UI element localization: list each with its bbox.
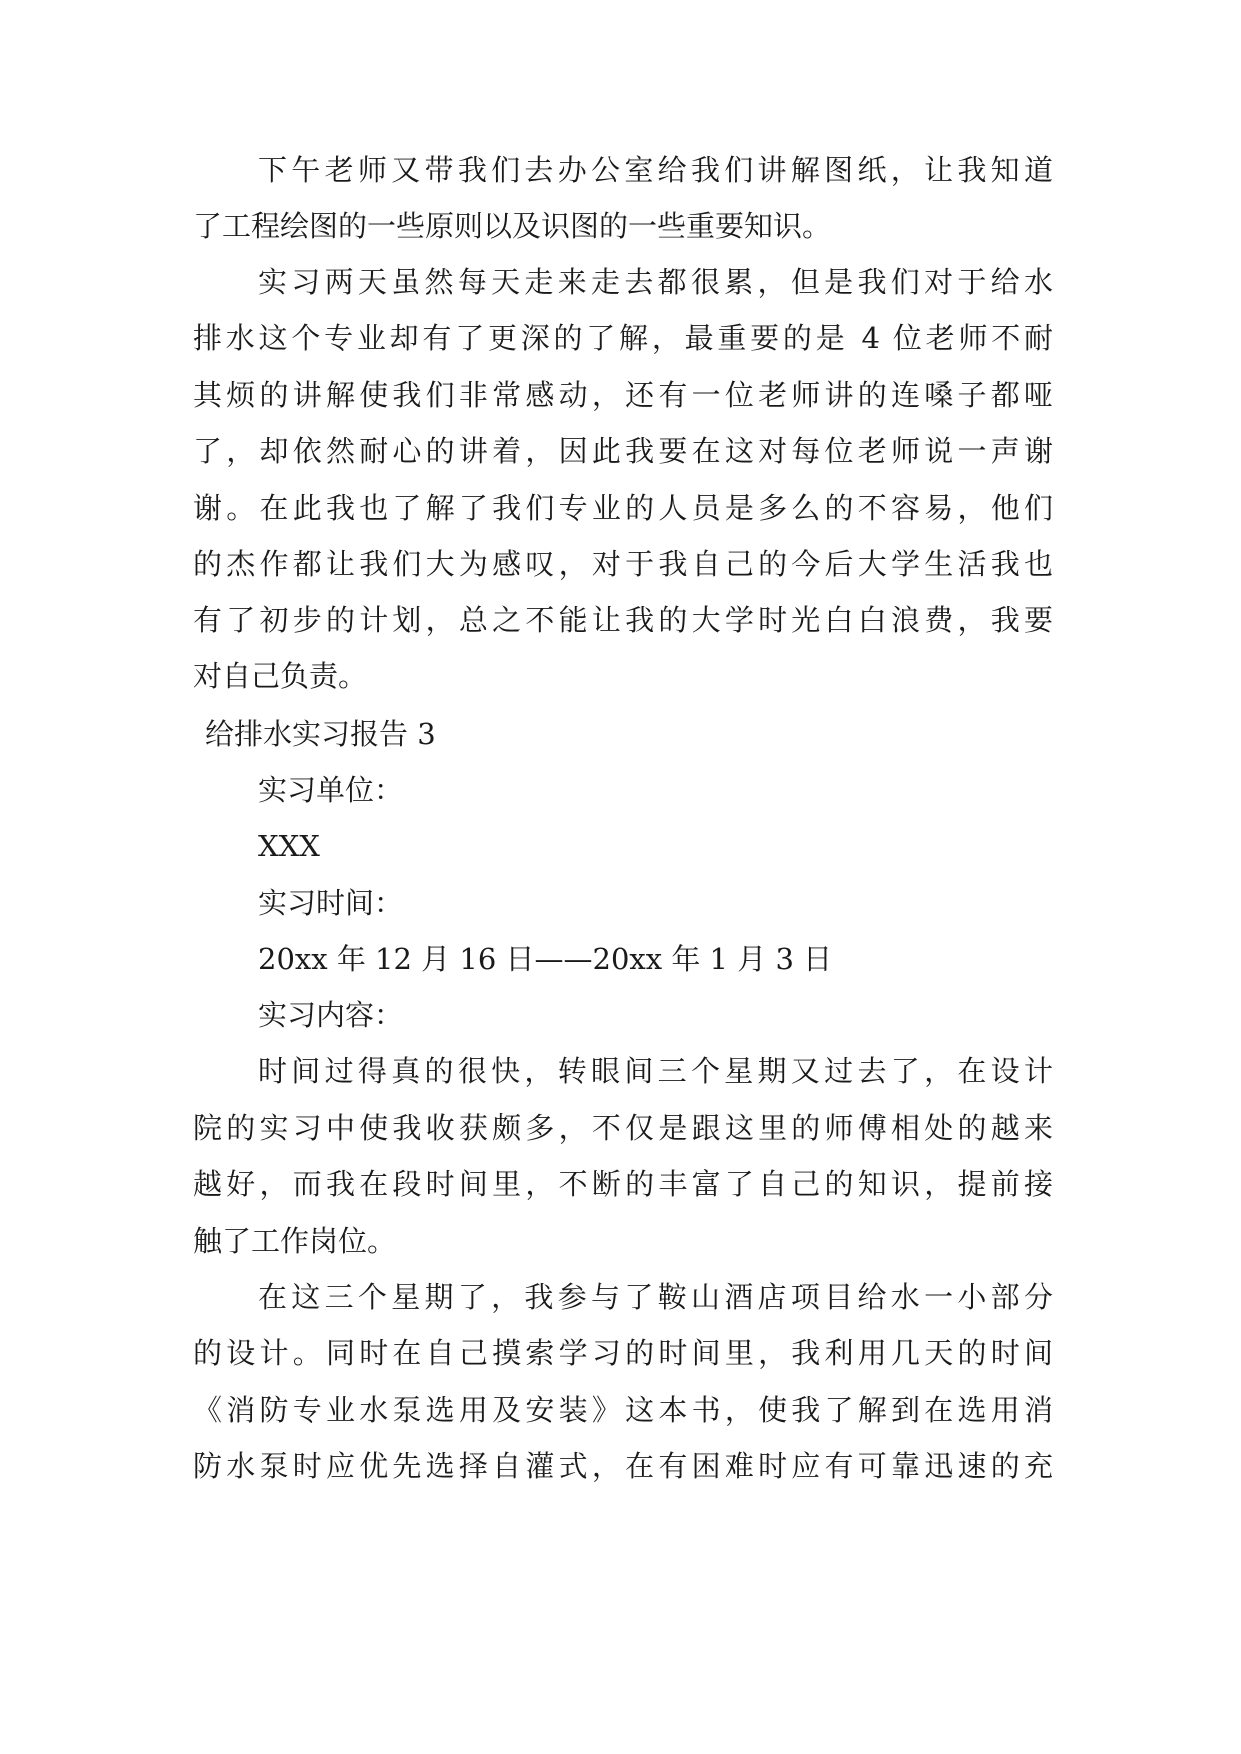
paragraph-line: 实习两天虽然每天走来走去都很累，但是我们对于给水: [258, 265, 1053, 299]
paragraph-line: 了，却依然耐心的讲着，因此我要在这对每位老师说一声谢: [193, 434, 1053, 468]
paragraph-line: 的杰作都让我们大为感叹，对于我自己的今后大学生活我也: [193, 547, 1053, 581]
paragraph-line: 排水这个专业却有了更深的了解，最重要的是 4 位老师不耐: [193, 321, 1053, 355]
time-label: 实习时间：: [258, 886, 404, 920]
paragraph-line: 下午老师又带我们去办公室给我们讲解图纸，让我知道: [258, 153, 1053, 187]
paragraph-line: 时间过得真的很快，转眼间三个星期又过去了，在设计: [258, 1054, 1053, 1088]
paragraph-line: 触了工作岗位。: [193, 1224, 397, 1258]
paragraph-line: 越好，而我在段时间里，不断的丰富了自己的知识，提前接: [193, 1167, 1053, 1201]
unit-value: XXX: [258, 829, 320, 863]
paragraph-line: 的设计。同时在自己摸索学习的时间里，我利用几天的时间: [193, 1336, 1053, 1370]
paragraph-line: 对自己负责。: [193, 659, 368, 693]
time-value: 20xx 年 12 月 16 日——20xx 年 1 月 3 日: [258, 942, 833, 976]
paragraph-line: 《消防专业水泵选用及安装》这本书，使我了解到在选用消: [193, 1393, 1053, 1427]
paragraph-line: 防水泵时应优先选择自灌式，在有困难时应有可靠迅速的充: [193, 1449, 1053, 1483]
unit-label: 实习单位：: [258, 773, 404, 807]
paragraph-line: 其烦的讲解使我们非常感动，还有一位老师讲的连嗓子都哑: [193, 378, 1053, 412]
paragraph-line: 在这三个星期了，我参与了鞍山酒店项目给水一小部分: [258, 1280, 1053, 1314]
paragraph-line: 有了初步的计划，总之不能让我的大学时光白白浪费，我要: [193, 603, 1053, 637]
content-label: 实习内容：: [258, 998, 404, 1032]
paragraph-line: 谢。在此我也了解了我们专业的人员是多么的不容易，他们: [193, 491, 1053, 525]
paragraph-line: 院的实习中使我收获颇多，不仅是跟这里的师傅相处的越来: [193, 1111, 1053, 1145]
paragraph-line: 了工程绘图的一些原则以及识图的一些重要知识。: [193, 209, 832, 243]
section-title: 给排水实习报告 3: [205, 717, 436, 751]
